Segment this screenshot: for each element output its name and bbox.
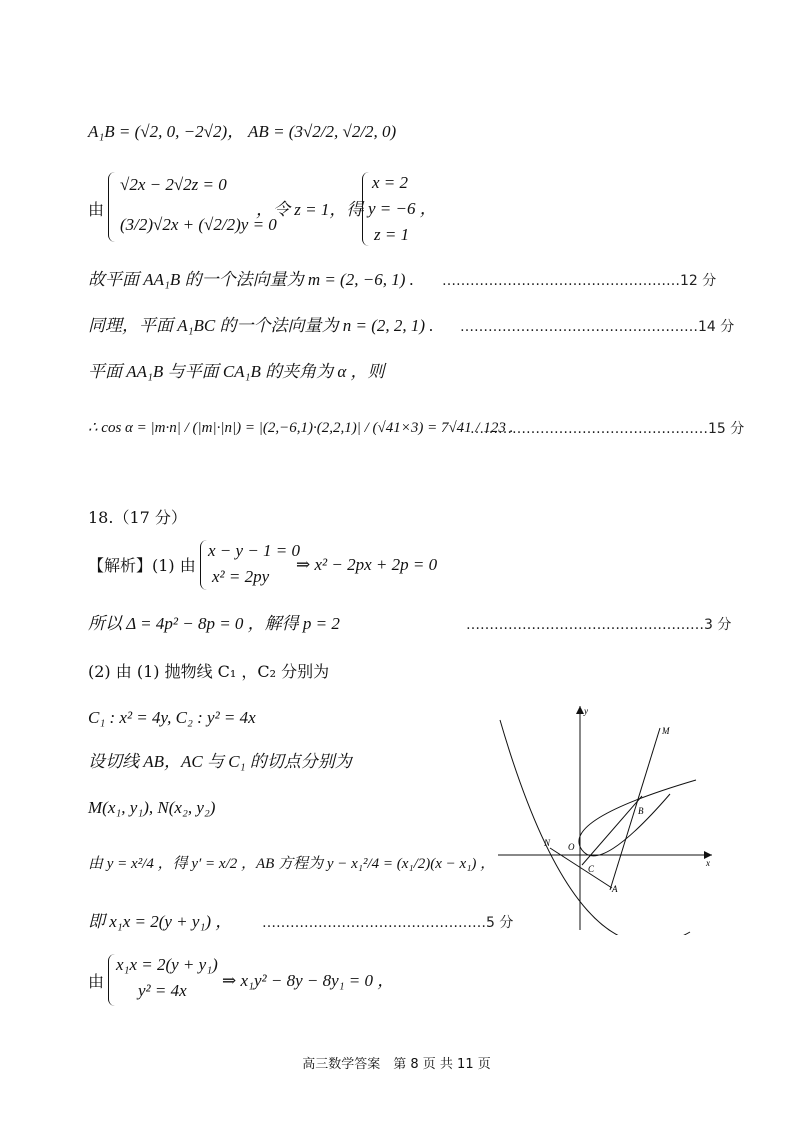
- label-n: N: [544, 838, 551, 848]
- normal-vector-m: 故平面 AA₁B 的一个法向量为 m = (2, −6, 1) .: [88, 270, 414, 289]
- system1-eq-a: √2x − 2√2z = 0: [120, 175, 227, 194]
- let-z-label: ，令 z = 1，得: [256, 200, 364, 219]
- label-y: y: [584, 706, 588, 716]
- parabola-c2: [579, 780, 696, 856]
- score-3: ……………………………………………3 分: [466, 617, 732, 633]
- system3-eq-a: x₁x = 2(y + y₁): [116, 955, 218, 974]
- derivative-line: 由 y = x²/4 ，得 y′ = x/2 ，AB 方程为 y − x₁²/4 = (x₁/2)(x − x₁) ，: [88, 856, 496, 872]
- question-18-header: 18.（17 分）: [88, 508, 187, 527]
- label-o: O: [568, 842, 575, 852]
- you-label-2: 由: [88, 972, 105, 991]
- label-m: M: [662, 726, 670, 736]
- score-12: ……………………………………………12 分: [442, 273, 717, 289]
- solution-y: y = −6 ，: [368, 199, 437, 218]
- tangent-points: M(x₁, y₁), N(x₂, y₂): [88, 798, 216, 817]
- tangent-equation: 即 x₁x = 2(y + y₁) ，: [88, 912, 233, 931]
- system3-eq-b: y² = 4x: [138, 981, 187, 1000]
- score-5: …………………………………………5 分: [262, 915, 514, 931]
- system2-result: ⇒ x² − 2px + 2p = 0: [296, 555, 438, 574]
- parabola-c1: [500, 720, 690, 935]
- analysis-label: 【解析】(1) 由: [88, 556, 196, 575]
- system3-result: ⇒ x₁y² − 8y − 8y₁ = 0 ，: [222, 971, 395, 990]
- solution-z: z = 1: [374, 225, 410, 244]
- solution-x: x = 2: [372, 173, 409, 192]
- system2-eq-a: x − y − 1 = 0: [208, 541, 301, 560]
- y-arrow: [576, 706, 584, 714]
- system2-brace: [200, 540, 207, 590]
- label-a: A: [612, 884, 618, 894]
- label-c: C: [588, 864, 595, 874]
- tangent-ab: [610, 728, 660, 890]
- system-brace: [108, 172, 115, 242]
- vector-line: A₁B = (√2, 0, −2√2)， AB = (3√2/2, √2/2, 0): [88, 122, 397, 141]
- system2-eq-b: x² = 2py: [212, 567, 270, 586]
- tangent-statement: 设切线 AB，AC 与 C₁ 的切点分别为: [88, 752, 352, 771]
- discriminant-line: 所以 Δ = 4p² − 8p = 0 ，解得 p = 2: [88, 614, 340, 633]
- parabola-figure: [490, 700, 720, 935]
- parabola-equations: C₁ : x² = 4y, C₂ : y² = 4x: [88, 708, 256, 727]
- score-15: ……………………………………………15 分: [470, 421, 745, 437]
- label-b: B: [638, 806, 644, 816]
- score-14: ……………………………………………14 分: [460, 319, 735, 335]
- normal-vector-n: 同理，平面 A₁BC 的一个法向量为 n = (2, 2, 1) .: [88, 316, 434, 335]
- page-footer: 高三数学答案 第 8 页 共 11 页: [302, 1057, 491, 1072]
- cos-alpha-formula: ∴ cos α = |m·n| / (|m|·|n|) = |(2,−6,1)·(2,2,1)| / (√41×3) = 7√41 / 123 .: [88, 420, 514, 436]
- label-x: x: [706, 858, 710, 868]
- system3-brace: [108, 954, 115, 1006]
- you-label: 由: [88, 200, 105, 219]
- parabolas-intro: (2) 由 (1) 抛物线 C₁ ，C₂ 分别为: [88, 662, 330, 681]
- angle-statement: 平面 AA₁B 与平面 CA₁B 的夹角为 α ，则: [88, 362, 385, 381]
- system1-eq-b: (3/2)√2x + (√2/2)y = 0: [120, 215, 277, 234]
